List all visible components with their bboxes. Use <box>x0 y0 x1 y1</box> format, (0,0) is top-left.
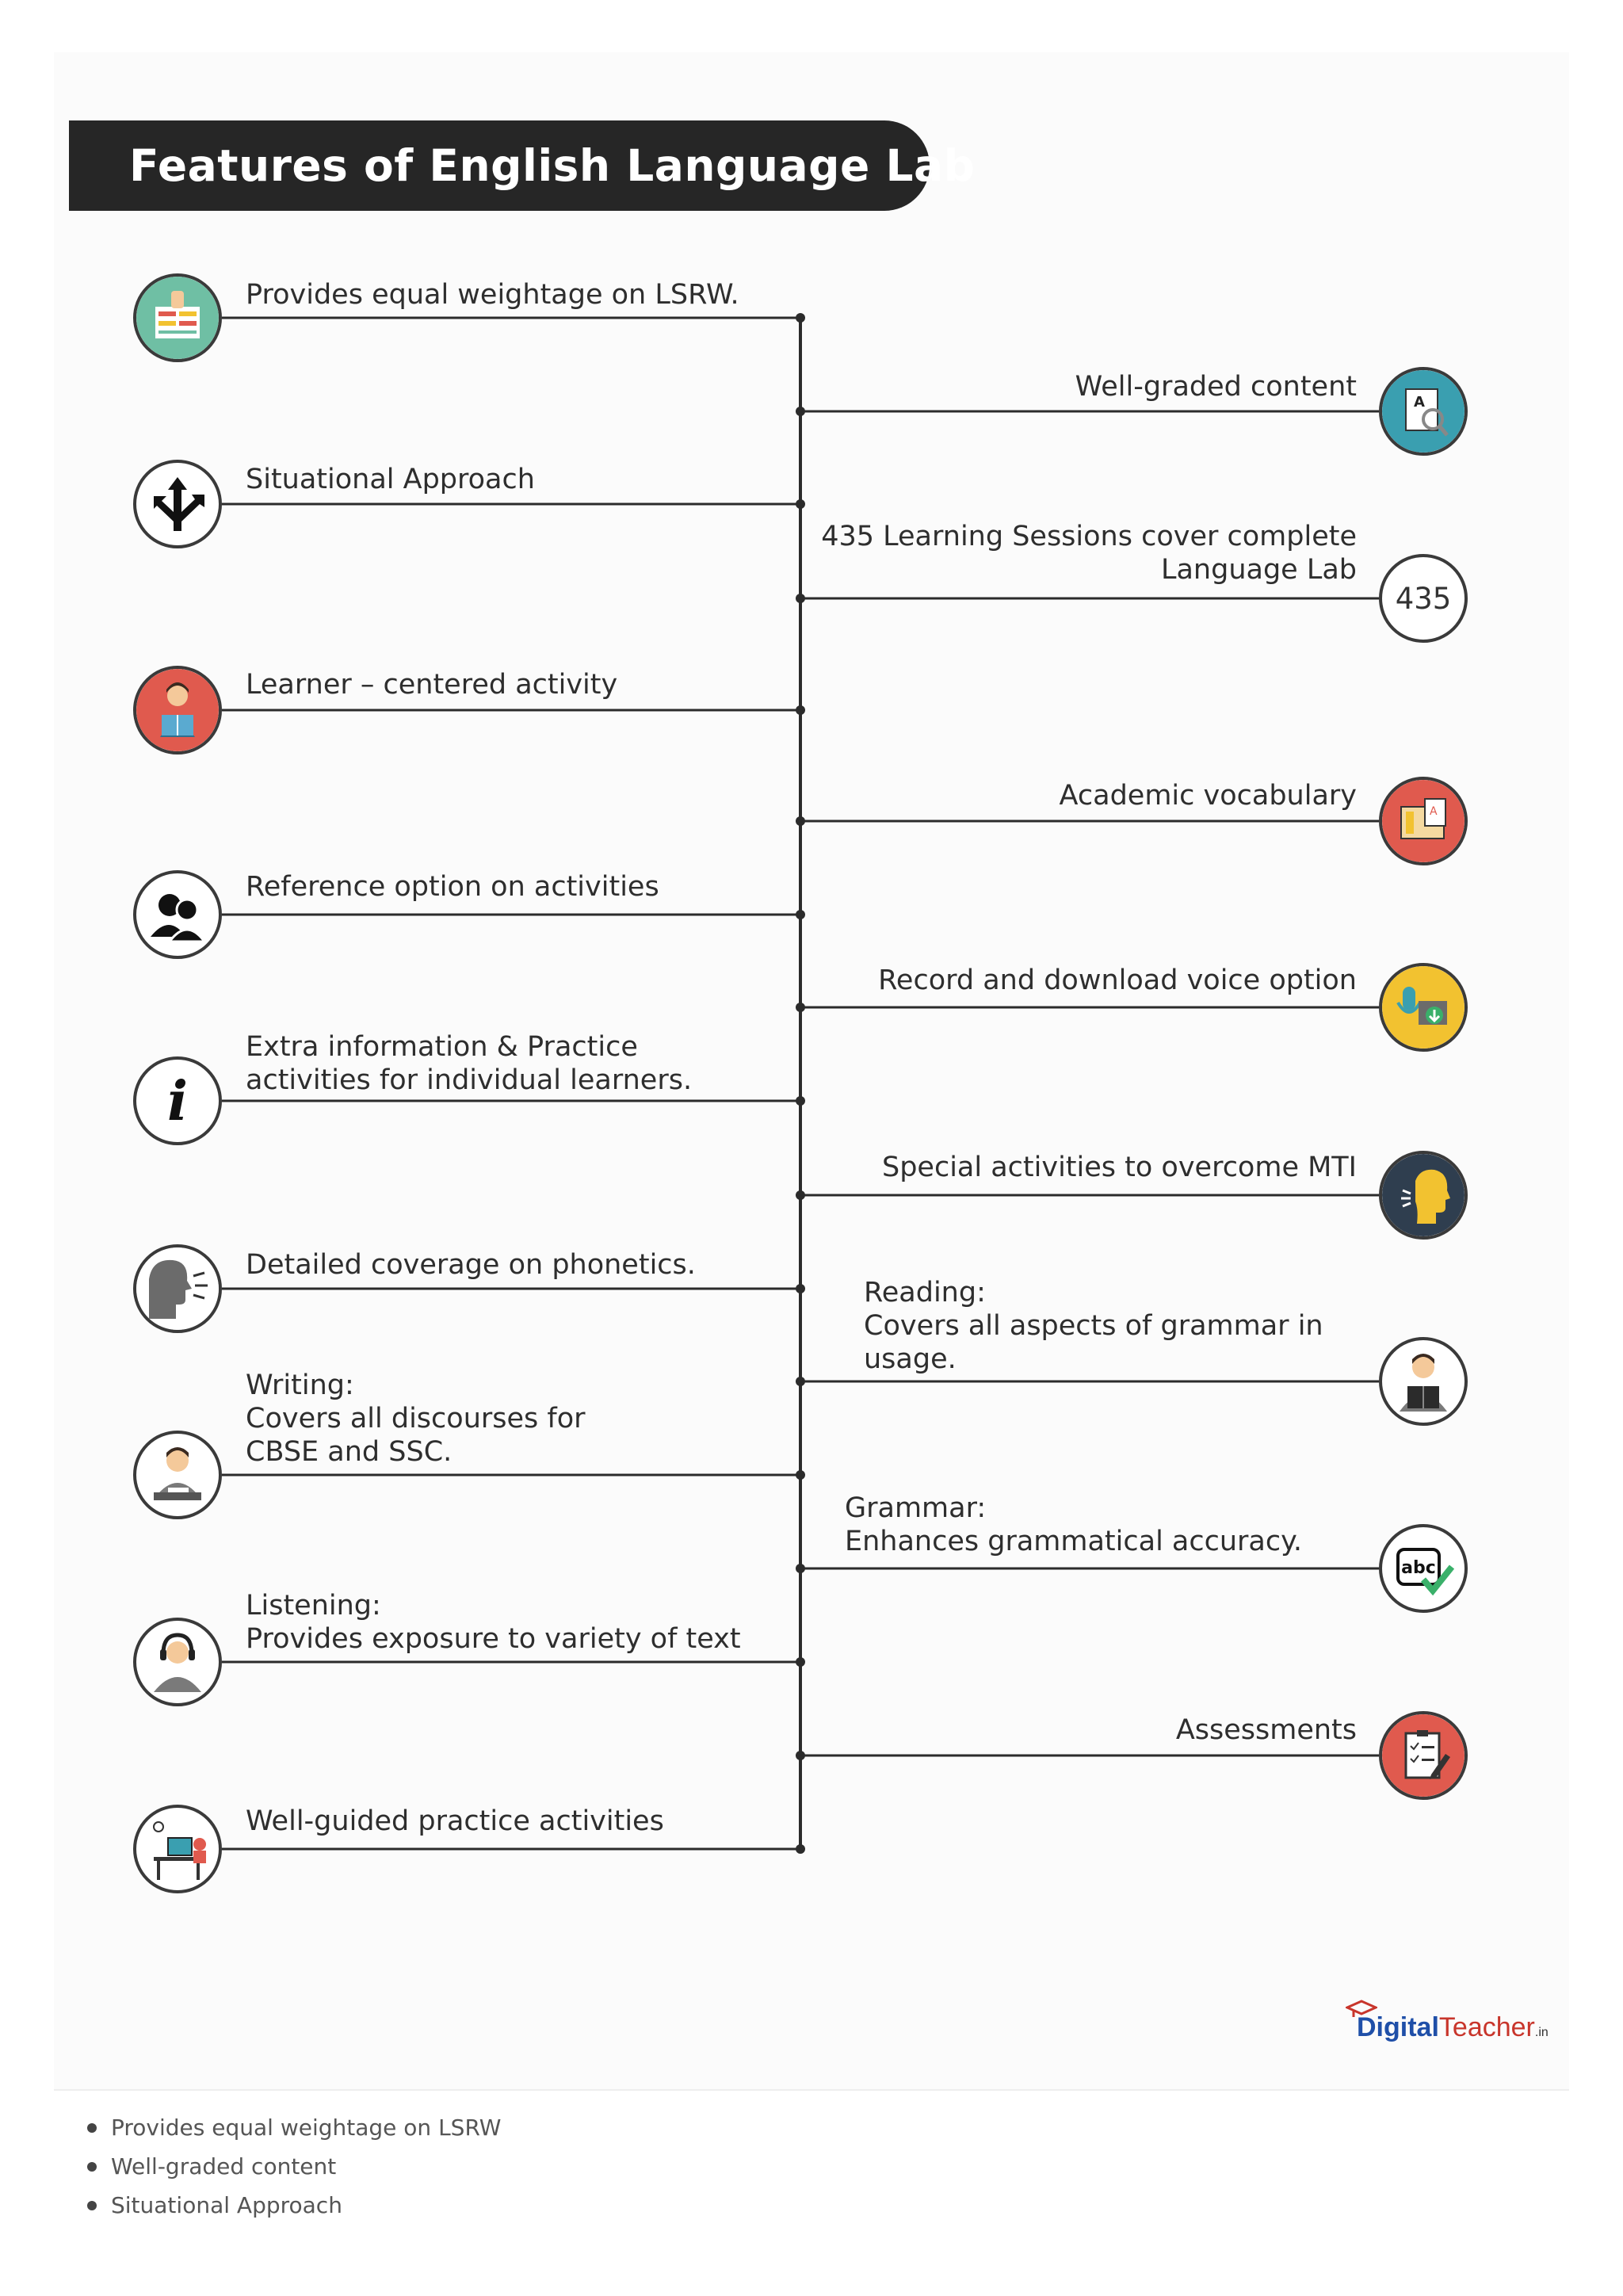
bullet-item: Situational Approach <box>86 2186 501 2225</box>
svg-text:abc: abc <box>1401 1558 1436 1578</box>
left-feature-label-8-line-2: Provides exposure to variety of text <box>246 1623 741 1655</box>
right-feature-node-5 <box>1379 1151 1468 1240</box>
left-junction-dot-7 <box>796 1470 805 1480</box>
brand-logo <box>1339 1993 1561 2049</box>
right-feature-label-6-line-1: Reading: <box>864 1277 986 1308</box>
right-feature-node-2 <box>1379 554 1468 643</box>
left-feature-label-7-line-1: Writing: <box>246 1370 354 1401</box>
left-feature-label-3 <box>246 668 617 701</box>
right-feature-label-4-line-1: Record and download voice option <box>878 965 1357 996</box>
left-junction-dot-9 <box>796 1844 805 1854</box>
bullet-item: Provides equal weightage on LSRW <box>86 2108 501 2147</box>
right-feature-label-8 <box>1176 1713 1357 1747</box>
left-feature-node-5 <box>133 1056 222 1145</box>
graded-content-icon <box>1382 370 1465 453</box>
reading-student-icon <box>1382 1340 1465 1423</box>
brand-suffix: .in <box>1534 2026 1549 2039</box>
left-junction-dot-6 <box>796 1284 805 1293</box>
bullet-item: Well-graded content <box>86 2147 501 2186</box>
right-feature-node-7 <box>1379 1524 1468 1613</box>
right-feature-node-3 <box>1379 777 1468 865</box>
right-feature-label-6-line-2: Covers all aspects of grammar in <box>864 1310 1323 1342</box>
left-feature-node-2 <box>133 460 222 548</box>
right-feature-label-4 <box>878 964 1357 997</box>
right-feature-label-6-line-3: usage. <box>864 1343 957 1375</box>
right-feature-label-2-line-1: 435 Learning Sessions cover complete <box>821 521 1357 552</box>
right-feature-label-1 <box>1075 370 1357 403</box>
left-junction-dot-5 <box>796 1096 805 1106</box>
left-feature-node-1 <box>133 273 222 362</box>
right-feature-label-6 <box>864 1276 1323 1376</box>
left-feature-label-7-line-2: Covers all discourses for <box>246 1403 586 1435</box>
right-junction-dot-6 <box>796 1377 805 1386</box>
right-feature-label-8-line-1: Assessments <box>1175 1714 1357 1746</box>
left-feature-label-2-line-1: Situational Approach <box>246 464 535 495</box>
left-feature-node-7 <box>133 1431 222 1519</box>
right-feature-label-1-line-1: Well-graded content <box>1075 371 1357 403</box>
left-feature-node-4 <box>133 870 222 959</box>
left-feature-node-3 <box>133 666 222 755</box>
right-feature-label-5-line-1: Special activities to overcome MTI <box>882 1152 1357 1183</box>
writing-student-icon <box>136 1434 219 1516</box>
left-feature-label-1-line-1: Provides equal weightage on LSRW. <box>246 279 739 311</box>
left-feature-node-8 <box>133 1618 222 1706</box>
left-feature-label-5-line-2: activities for individual learners. <box>246 1064 693 1096</box>
left-feature-label-8 <box>246 1589 741 1656</box>
feature-bullet-list <box>86 2108 501 2225</box>
right-feature-node-6 <box>1379 1337 1468 1426</box>
svg-text:A: A <box>1430 805 1438 818</box>
right-junction-dot-7 <box>796 1564 805 1573</box>
left-feature-node-9 <box>133 1805 222 1893</box>
right-junction-dot-4 <box>796 1003 805 1012</box>
left-feature-label-2 <box>246 463 535 496</box>
grammar-abc-check-icon <box>1382 1527 1465 1610</box>
people-reference-icon <box>136 873 219 956</box>
left-feature-label-1 <box>246 278 739 311</box>
svg-text:A: A <box>1414 394 1425 411</box>
left-junction-dot-4 <box>796 910 805 919</box>
sessions-count-badge: 435 <box>1395 581 1452 616</box>
right-feature-node-4 <box>1379 963 1468 1052</box>
brand-name-digital: Digital <box>1357 2012 1439 2042</box>
svg-text:i: i <box>167 1070 188 1133</box>
assessment-clipboard-icon <box>1382 1714 1465 1797</box>
right-feature-label-7 <box>845 1492 1302 1558</box>
phonetics-head-icon <box>136 1247 219 1330</box>
right-feature-label-2 <box>821 520 1357 586</box>
right-feature-label-3 <box>1060 779 1357 812</box>
learner-reading-icon <box>136 669 219 751</box>
info-icon <box>136 1060 219 1142</box>
left-feature-label-9 <box>246 1805 664 1838</box>
left-feature-label-6 <box>246 1248 696 1282</box>
right-junction-dot-5 <box>796 1190 805 1200</box>
left-feature-label-5-line-1: Extra information & Practice <box>246 1031 638 1063</box>
speaking-head-icon <box>1382 1154 1465 1236</box>
directions-arrows-icon <box>136 463 219 545</box>
left-feature-label-3-line-1: Learner – centered activity <box>246 669 618 701</box>
vocabulary-book-icon <box>1382 780 1465 862</box>
left-junction-dot-1 <box>796 313 805 323</box>
page-title: Features of English Language Lab <box>129 140 976 191</box>
right-feature-label-7-line-1: Grammar: <box>845 1492 987 1524</box>
right-feature-label-2-line-2: Language Lab <box>1160 554 1357 586</box>
left-feature-node-6 <box>133 1244 222 1333</box>
listening-headphones-icon <box>136 1621 219 1703</box>
lsrw-icon <box>136 277 219 359</box>
left-feature-label-5 <box>246 1030 692 1097</box>
left-feature-label-7 <box>246 1369 586 1469</box>
left-feature-label-8-line-1: Listening: <box>246 1590 381 1622</box>
right-feature-node-1 <box>1379 367 1468 456</box>
right-feature-label-5 <box>882 1151 1357 1184</box>
right-feature-node-8 <box>1379 1711 1468 1800</box>
right-junction-dot-8 <box>796 1751 805 1760</box>
section-divider <box>54 2089 1569 2091</box>
practice-desk-icon <box>136 1808 219 1890</box>
left-feature-label-7-line-3: CBSE and SSC. <box>246 1436 453 1468</box>
right-junction-dot-2 <box>796 594 805 603</box>
brand-name-teacher: Teacher <box>1438 2012 1535 2042</box>
right-feature-label-7-line-2: Enhances grammatical accuracy. <box>845 1526 1302 1557</box>
right-feature-label-3-line-1: Academic vocabulary <box>1059 780 1357 812</box>
voice-download-icon <box>1382 966 1465 1049</box>
left-junction-dot-2 <box>796 499 805 509</box>
right-junction-dot-1 <box>796 407 805 416</box>
left-feature-label-6-line-1: Detailed coverage on phonetics. <box>246 1249 696 1281</box>
left-junction-dot-8 <box>796 1657 805 1667</box>
right-junction-dot-3 <box>796 816 805 826</box>
left-feature-label-9-line-1: Well-guided practice activities <box>246 1805 664 1837</box>
left-feature-label-4-line-1: Reference option on activities <box>246 871 659 903</box>
left-junction-dot-3 <box>796 705 805 715</box>
left-feature-label-4 <box>246 870 659 904</box>
